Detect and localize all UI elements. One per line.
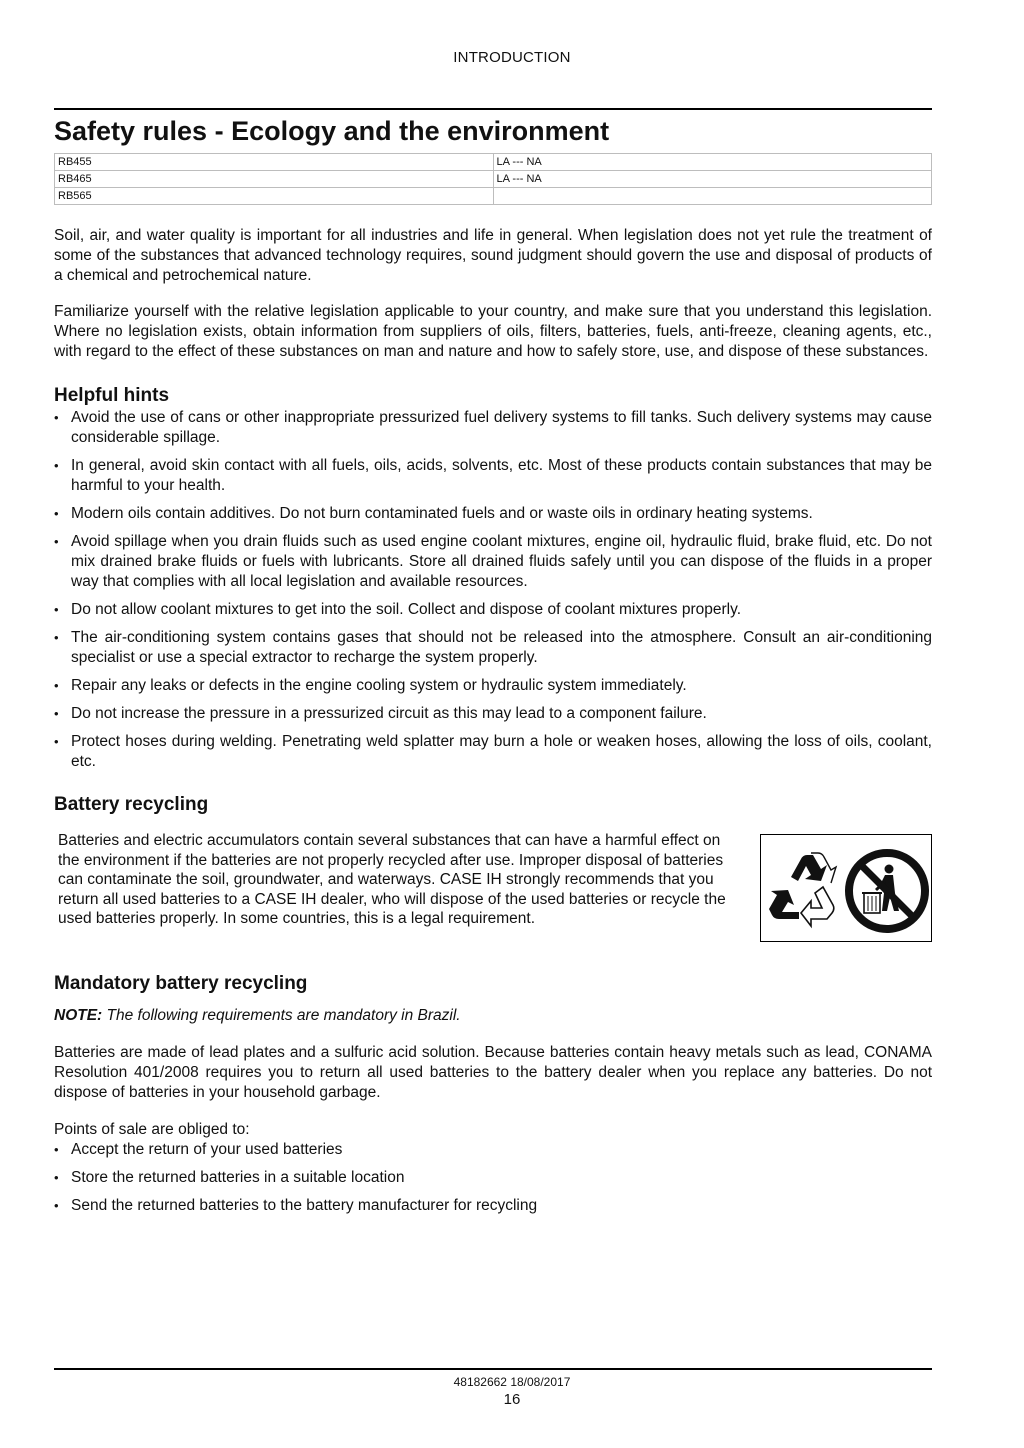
intro-paragraph-1: Soil, air, and water quality is important for all industries and life in general. When legislation does not yet rule the treatment of some of the substances that advanced technology requires, sound judgment should govern the use and disposal of products of a chemical and petrochemical nature.: [54, 227, 932, 284]
list-item: • Do not allow coolant mixtures to get into the soil. Collect and dispose of coolant mixtures properly.: [54, 600, 932, 620]
helpful-hints-heading: Helpful hints: [54, 385, 170, 406]
list-item: • Send the returned batteries to the battery manufacturer for recycling: [54, 1196, 932, 1216]
mandatory-recycling-heading: Mandatory battery recycling: [54, 973, 308, 994]
page-number: 16: [503, 1391, 521, 1408]
list-item: • Store the returned batteries in a suitable location: [54, 1168, 932, 1188]
recycle-icon: [769, 853, 836, 926]
model-cell: RB465: [55, 171, 494, 188]
battery-recycling-figure: [760, 834, 932, 942]
region-cell: LA --- NA: [493, 154, 932, 171]
page-title: Safety rules - Ecology and the environment: [54, 116, 610, 146]
table-row: [55, 171, 932, 188]
battery-recycling-block: [54, 831, 932, 951]
list-item: • The air-conditioning system contains gases that should not be released into the atmosphere. Consult an air-conditioning specialist or use a special extractor to recharge the system properly.: [54, 628, 932, 668]
points-of-sale-list: [54, 1140, 932, 1216]
list-item: • Do not increase the pressure in a pressurized circuit as this may lead to a component failure.: [54, 704, 932, 724]
model-cell: RB455: [55, 154, 494, 171]
page-content: [54, 114, 932, 1216]
note: [54, 1006, 932, 1026]
page-header: INTRODUCTION: [453, 49, 571, 66]
region-cell: LA --- NA: [493, 171, 932, 188]
list-item: • Protect hoses during welding. Penetrating weld splatter may burn a hole or weaken hoses, allowing the loss of oils, coolant, etc.: [54, 732, 932, 772]
models-table: [54, 153, 932, 205]
list-item: • Modern oils contain additives. Do not burn contaminated fuels and or waste oils in ordinary heating systems.: [54, 504, 932, 524]
battery-recycling-heading: Battery recycling: [54, 794, 209, 815]
footer-document-id: 48182662 18/08/2017: [453, 1375, 571, 1389]
no-trash-bin-icon: [849, 853, 925, 929]
recycle-symbols-graphic: [761, 835, 931, 941]
intro-paragraph-2: Familiarize yourself with the relative legislation applicable to your country, and make sure that you understand this legislation. Where no legislation exists, obtain information from suppliers of oils, filters, batteries, fuels, anti-freeze, cleaning agents, etc., with regard to the effect of these substances on man and nature and how to safely store, use, and dispose of these substances.: [54, 303, 932, 360]
mandatory-paragraph: Batteries are made of lead plates and a sulfuric acid solution. Because batteries contain heavy metals such as lead, CONAMA Resolution 401/2008 requires you to return all used batteries to the battery dealer when you replace any batteries. Do not dispose of batteries in your household garbage.: [54, 1044, 932, 1101]
note-text: The following requirements are mandatory in Brazil.: [106, 1007, 461, 1024]
list-item: • Repair any leaks or defects in the engine cooling system or hydraulic system immediately.: [54, 676, 932, 696]
list-item: • Accept the return of your used batteries: [54, 1140, 932, 1160]
list-item: • Avoid spillage when you drain fluids such as used engine coolant mixtures, engine oil, hydraulic fluid, brake fluid, etc. Do not mix drained brake fluids or fuels with lubricants. Store all drained fluids safely until you can dispose of the fluids in a proper way that complies with all local legislation and available resources.: [54, 532, 932, 592]
table-row: [55, 188, 932, 205]
model-cell: RB565: [55, 188, 494, 205]
note-label: NOTE:: [54, 1007, 103, 1024]
list-item: • Avoid the use of cans or other inappropriate pressurized fuel delivery systems to fill tanks. Such delivery systems may cause considerable spillage.: [54, 408, 932, 448]
top-rule: [54, 108, 932, 110]
table-row: [55, 154, 932, 171]
list-item: • In general, avoid skin contact with all fuels, oils, acids, solvents, etc. Most of these products contain substances that may be harmful to your health.: [54, 456, 932, 496]
battery-recycling-text: Batteries and electric accumulators contain several substances that can have a harmful effect on the environment if the batteries are not properly recycled after use. Improper disposal of batteries can contaminate the soil, groundwater, and waterways. CASE IH strongly recommends that you return all used batteries to a CASE IH dealer, who will dispose of the used batteries or recycle the used batteries properly. In some countries, this is a legal requirement.: [58, 832, 726, 927]
region-cell: [493, 188, 932, 205]
points-of-sale-intro: Points of sale are obliged to:: [54, 1121, 250, 1138]
helpful-hints-list: [54, 408, 932, 772]
bottom-rule: [54, 1368, 932, 1370]
